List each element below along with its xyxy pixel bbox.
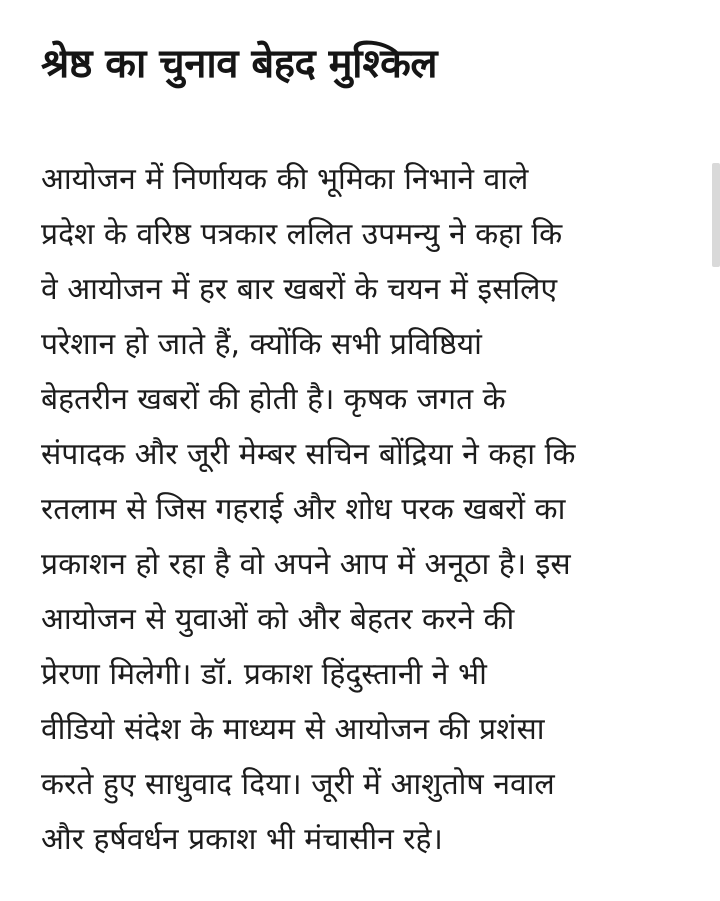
body-line: प्रदेश के वरिष्ठ पत्रकार ललित उपमन्यु ने कहा कि — [41, 217, 563, 252]
article-headline: श्रेष्ठ का चुनाव बेहद मुश्किल — [41, 41, 437, 87]
body-line: परेशान हो जाते हैं, क्योंकि सभी प्रविष्ठियां — [41, 327, 482, 362]
body-line: करते हुए साधुवाद दिया। जूरी में आशुतोष नवाल — [41, 767, 555, 802]
body-line: आयोजन से युवाओं को और बेहतर करने की — [41, 602, 515, 637]
body-line: आयोजन में निर्णायक की भूमिका निभाने वाले — [41, 162, 529, 197]
body-line: संपादक और जूरी मेम्बर सचिन बोंद्रिया ने कहा कि — [41, 437, 576, 472]
body-line: और हर्षवर्धन प्रकाश भी मंचासीन रहे। — [41, 822, 443, 857]
body-line: बेहतरीन खबरों की होती है। कृषक जगत के — [41, 382, 506, 417]
article-body — [41, 152, 701, 867]
body-line: प्रकाशन हो रहा है वो अपने आप में अनूठा है। इस — [41, 547, 571, 582]
body-line: वीडियो संदेश के माध्यम से आयोजन की प्रशंसा — [41, 712, 545, 747]
body-line: वे आयोजन में हर बार खबरों के चयन में इसलिए — [41, 272, 558, 307]
scrollbar[interactable] — [712, 163, 720, 267]
article — [41, 0, 701, 867]
body-line: रतलाम से जिस गहराई और शोध परक खबरों का — [41, 492, 566, 527]
body-line: प्रेरणा मिलेगी। डॉ. प्रकाश हिंदुस्तानी ने भी — [41, 657, 487, 692]
